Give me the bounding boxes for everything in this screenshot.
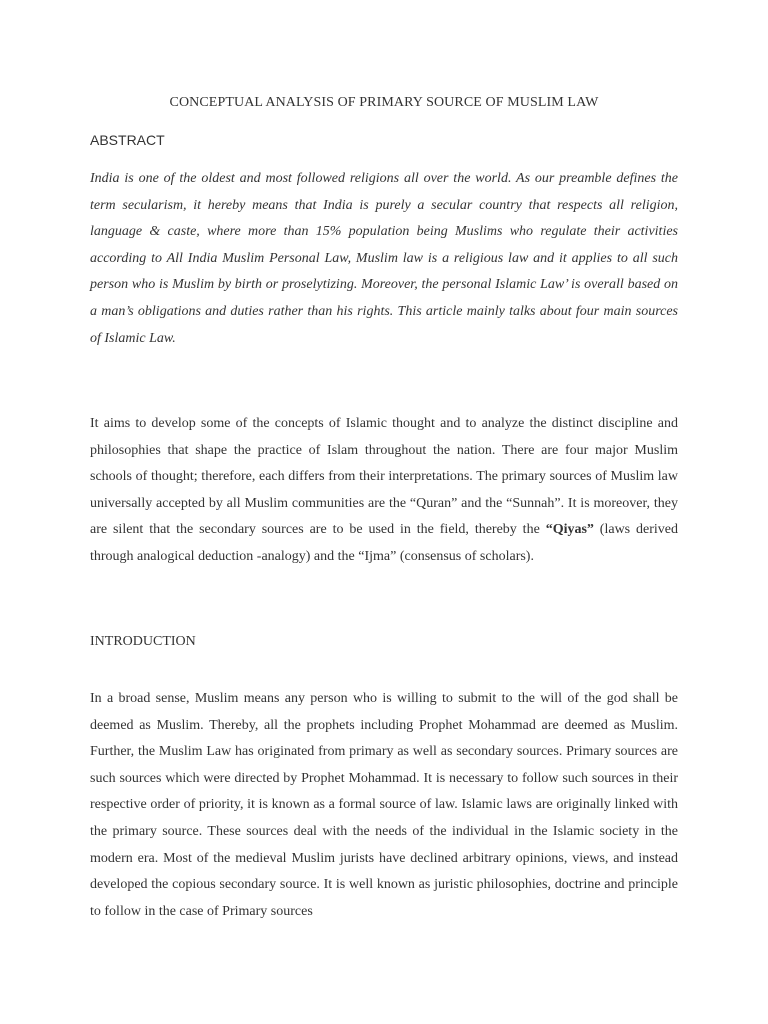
abstract-heading: ABSTRACT: [90, 132, 165, 148]
aims-text-end: (laws derived through analogical deduction -analogy) and the “Ijma” (consensus of scholars).: [90, 522, 679, 564]
aims-paragraph: [90, 411, 678, 571]
abstract-paragraph: India is one of the oldest and most followed religions all over the world. As our preamble defines the term secularism, it hereby means that India is purely a secular country that respects all religion, language & caste, where more than 15% population being Muslims who regulate their activities according to All India Muslim Personal Law, Muslim law is a religious law and it applies to all such person who is Muslim by birth or proselytizing. Moreover, the personal Islamic Law’ is overall based on a man’s obligations and duties rather than his rights. This article mainly talks about four main sources of Islamic Law.: [90, 171, 678, 346]
qiyas-term: “Qiyas”: [545, 522, 594, 538]
document-title: CONCEPTUAL ANALYSIS OF PRIMARY SOURCE OF MUSLIM LAW: [169, 95, 599, 110]
introduction-heading: INTRODUCTION: [90, 634, 196, 649]
aims-text-start: It aims to develop some of the concepts of Islamic thought and to analyze the distinct discipline and philosophies that shape the practice of Islam throughout the nation. There are four major Muslim schools of thought; therefore, each differs from their interpretations. The primary sources of Muslim law universally accepted by all Muslim communities are the “Quran” and the “Sunnah”. It is moreover, they are silent that the secondary sources are to be used in the field, thereby the: [90, 416, 678, 538]
introduction-paragraph: In a broad sense, Muslim means any person who is willing to submit to the will of the god shall be deemed as Muslim. Thereby, all the prophets including Prophet Mohammad are deemed as Muslim. Further, the Muslim Law has originated from primary as well as secondary sources. Primary sources are such sources which were directed by Prophet Mohammad. It is necessary to follow such sources in their respective order of priority, it is known as a formal source of law. Islamic laws are originally linked with the primary source. These sources deal with the needs of the individual in the Islamic society in the modern era. Most of the medieval Muslim jurists have declined arbitrary opinions, views, and instead developed the copious secondary source. It is well known as juristic philosophies, doctrine and principle to follow in the case of Primary sources: [90, 691, 678, 919]
